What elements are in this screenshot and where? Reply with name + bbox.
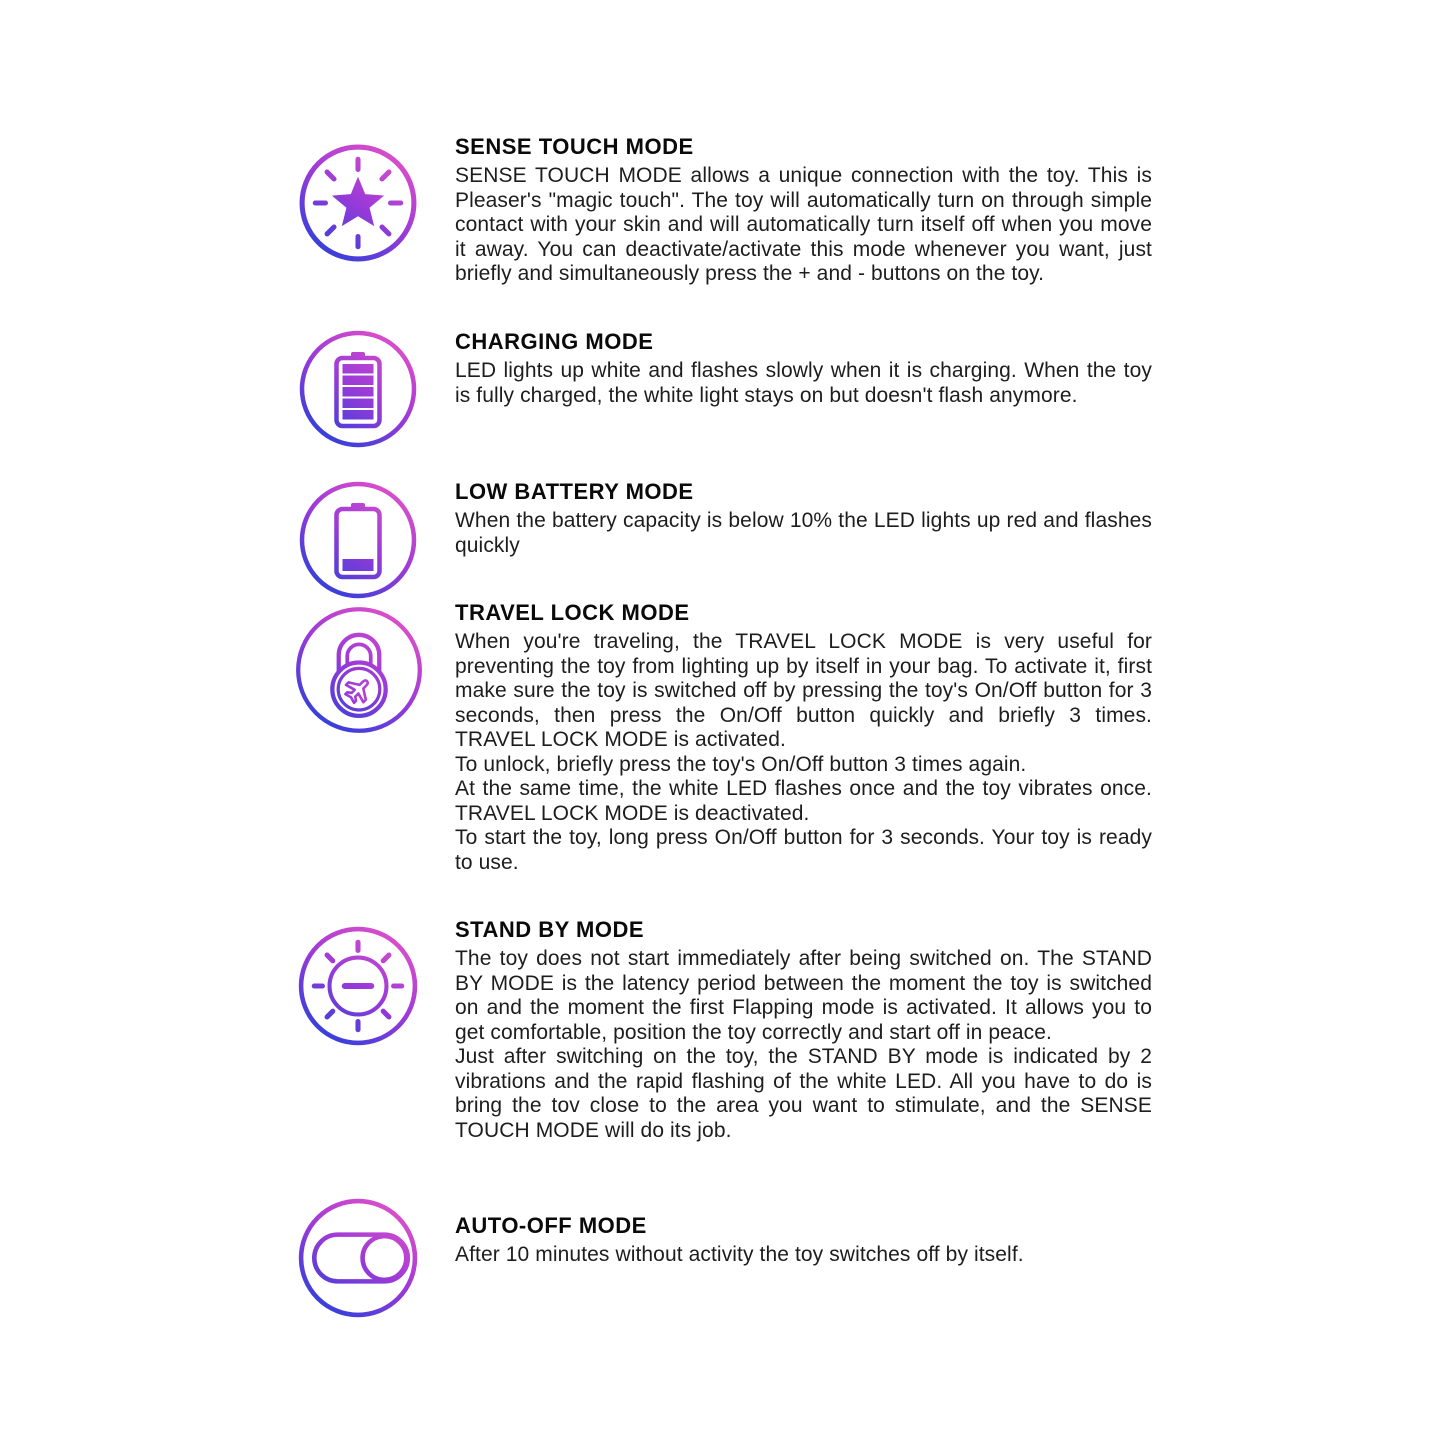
- section-body-paragraph: When you're traveling, the TRAVEL LOCK MODE is very useful for preventing the toy from lighting up by itself in your bag. To activate it, first make sure the toy is switched off by pressing the toy's On/Off button for 3 seconds, then press the On/Off button quickly and briefly 3 times. TRAVEL LOCK MODE is activated.: [455, 630, 1152, 751]
- section-body-paragraph: Just after switching on the toy, the STAND BY mode is indicated by 2 vibrations and the rapid flashing of the white LED. All you have to do is bring the tov close to the area you want to stimulate, and the SENSE TOUCH MODE will do its job.: [455, 1045, 1152, 1142]
- section-title: AUTO-OFF MODE: [455, 1213, 647, 1238]
- battery-low-icon: [298, 480, 418, 600]
- section-title: STAND BY MODE: [455, 917, 645, 942]
- section-title: LOW BATTERY MODE: [455, 479, 694, 504]
- section-title: TRAVEL LOCK MODE: [455, 600, 690, 625]
- section-body-paragraph: When the battery capacity is below 10% the LED lights up red and flashes quickly: [455, 509, 1152, 557]
- section-body-paragraph: To unlock, briefly press the toy's On/Off button 3 times again.: [455, 752, 1027, 776]
- star-burst-icon: [297, 142, 419, 264]
- section-text: [455, 917, 1152, 1143]
- section-text: [455, 134, 1152, 287]
- section-title: CHARGING MODE: [455, 329, 654, 354]
- section-text: [455, 329, 1152, 408]
- section-body-paragraph: After 10 minutes without activity the toy switches off by itself.: [455, 1243, 1024, 1266]
- battery-full-icon: [298, 329, 418, 449]
- standby-dial-icon: [297, 925, 419, 1047]
- section-body-paragraph: LED lights up white and flashes slowly when it is charging. When the toy is fully charged, the white light stays on but doesn't flash anymore.: [455, 359, 1152, 407]
- section-text: [455, 479, 1152, 558]
- travel-lock-icon: [295, 606, 423, 734]
- section-body-paragraph: SENSE TOUCH MODE allows a unique connection with the toy. This is Pleaser's "magic touch". The toy will automatically turn on through simple contact with your skin and will automatically turn itself off when you move it away. You can deactivate/activate this mode whenever you want, just briefly and simultaneously press the + and - buttons on the toy.: [455, 164, 1152, 285]
- section-title: SENSE TOUCH MODE: [455, 134, 694, 159]
- section-text: [455, 600, 1152, 875]
- toggle-switch-icon: [297, 1197, 419, 1319]
- section-body-paragraph: To start the toy, long press On/Off button for 3 seconds. Your toy is ready to use.: [455, 826, 1152, 874]
- section-text: [455, 1213, 1152, 1268]
- section-body-paragraph: The toy does not start immediately after being switched on. The STAND BY MODE is the latency period between the moment the toy is switched on and the moment the first Flapping mode is activated. It allows you to get comfortable, position the toy correctly and start off in peace.: [455, 947, 1152, 1044]
- section-body-paragraph: At the same time, the white LED flashes once and the toy vibrates once. TRAVEL LOCK MODE is deactivated.: [455, 777, 1152, 825]
